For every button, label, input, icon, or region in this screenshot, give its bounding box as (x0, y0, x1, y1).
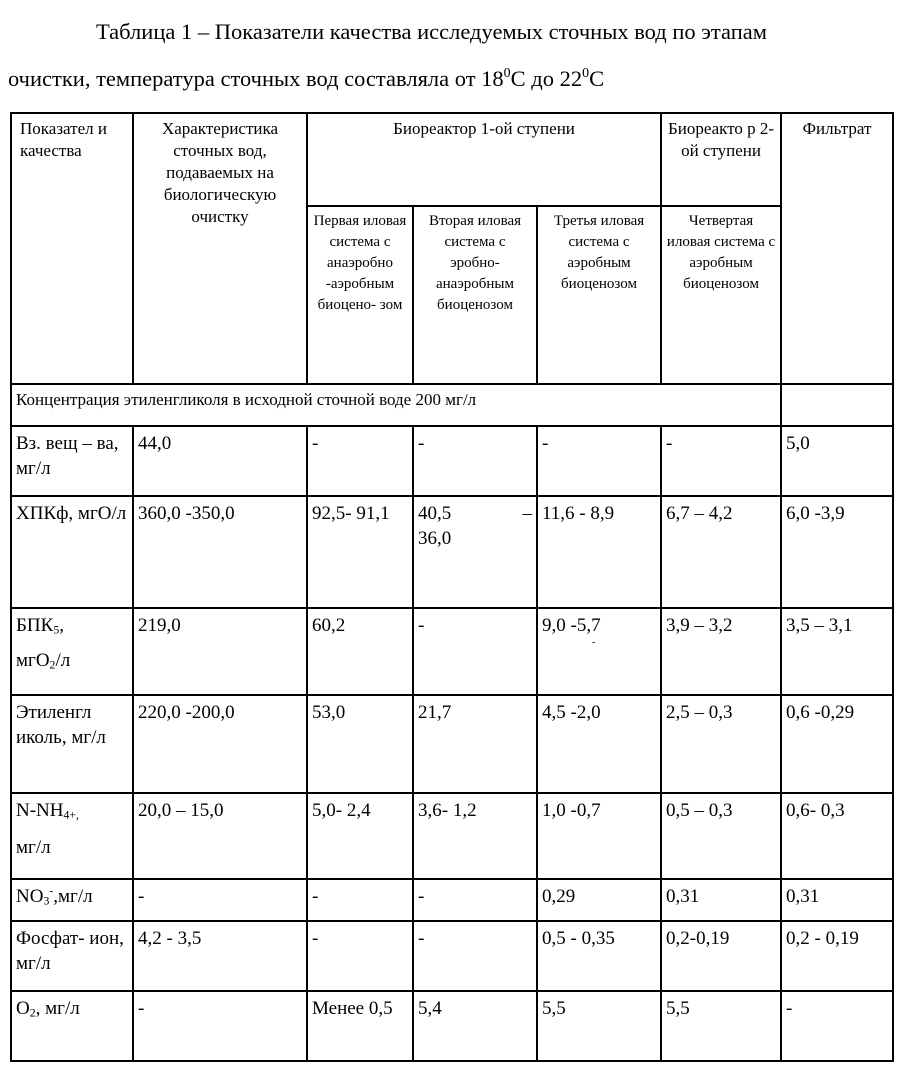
header-system-2: Вторая иловая система с эробно- анаэробным биоценозом (413, 206, 537, 384)
header-bioreactor-1: Биореактор 1-ой ступени (307, 113, 661, 206)
header-bioreactor-2: Биореакто р 2-ой ступени (661, 113, 781, 206)
table-cell: 5,4 (413, 991, 537, 1061)
table-cell: - (413, 426, 537, 496)
table-cell: 3,5 – 3,1 (781, 608, 893, 695)
table-row (11, 496, 893, 608)
table-cell: - (307, 426, 413, 496)
table-cell: 0,2 - 0,19 (781, 921, 893, 991)
row-label: Этиленгл иколь, мг/л (11, 695, 133, 793)
row-label: $O_2$, мг/л (11, 991, 133, 1061)
table-row (11, 695, 893, 793)
table-cell: 6,0 -3,9 (781, 496, 893, 608)
table-cell: 1,0 -0,7 (537, 793, 661, 879)
row-label: Фосфат- ион, мг/л (11, 921, 133, 991)
table-cell: 4,5 -2,0 (537, 695, 661, 793)
table-cell: 0,31 (781, 879, 893, 921)
table-cell: - (413, 879, 537, 921)
header-system-4: Четвертая иловая система с аэробным биоценозом (661, 206, 781, 384)
row-label: $БПК_5$, мгО$_2$/л (11, 608, 133, 695)
row-label: Вз. вещ – ва, мг/л (11, 426, 133, 496)
quality-table (10, 112, 894, 1062)
table-caption (8, 8, 898, 102)
table-cell: 5,5 (537, 991, 661, 1061)
table-cell: - (537, 426, 661, 496)
table-cell: 0,5 - 0,35 (537, 921, 661, 991)
table-cell: - (413, 608, 537, 695)
table-cell: - (413, 921, 537, 991)
table-row (11, 426, 893, 496)
header-system-3: Третья иловая система с аэробным биоценозом (537, 206, 661, 384)
table-cell: 9,0 -5,7 - (537, 608, 661, 695)
table-cell: 2,5 – 0,3 (661, 695, 781, 793)
table-cell: 0,2-0,19 (661, 921, 781, 991)
table-cell: 220,0 -200,0 (133, 695, 307, 793)
table-cell: 92,5- 91,1 (307, 496, 413, 608)
table-cell: - (133, 991, 307, 1061)
caption-line-2: очистки, температура сточных вод составляла от $18^0С$ до $22^0С$ (8, 65, 605, 91)
table-cell: 5,0- 2,4 (307, 793, 413, 879)
table-cell: 11,6 - 8,9 (537, 496, 661, 608)
table-cell: 5,5 (661, 991, 781, 1061)
empty-cell (781, 384, 893, 426)
table-cell: 0,6 -0,29 (781, 695, 893, 793)
table-cell: - (781, 991, 893, 1061)
caption-line-1: Таблица 1 – Показатели качества исследуемых сточных вод по этапам (96, 19, 767, 44)
table-cell: 219,0 (133, 608, 307, 695)
row-label: ХПКф, мгО/л (11, 496, 133, 608)
table-cell: 0,29 (537, 879, 661, 921)
row-label: $NO_3^-,мг/л$ (11, 879, 133, 921)
table-cell: 44,0 (133, 426, 307, 496)
header-filtrate: Фильтрат (781, 113, 893, 384)
table-cell: 0,5 – 0,3 (661, 793, 781, 879)
header-system-1: Первая иловая система с анаэробно -аэробным биоцено- зом (307, 206, 413, 384)
concentration-note: Концентрация этиленгликоля в исходной сточной воде 200 мг/л (11, 384, 781, 426)
table-cell: - (307, 879, 413, 921)
table-cell: Менее 0,5 (307, 991, 413, 1061)
row-label: $N-NH_{4+,}$ мг/л (11, 793, 133, 879)
table-row (11, 879, 893, 921)
table-cell: - (307, 921, 413, 991)
table-cell: 360,0 -350,0 (133, 496, 307, 608)
table-row (11, 991, 893, 1061)
table-row (11, 921, 893, 991)
table-cell: 60,2 (307, 608, 413, 695)
table-cell: 53,0 (307, 695, 413, 793)
table-cell: 21,7 (413, 695, 537, 793)
table-cell: 5,0 (781, 426, 893, 496)
header-characteristic: Характеристика сточных вод, подаваемых на биологическую очистку (133, 113, 307, 384)
table-cell: 0,31 (661, 879, 781, 921)
table-cell: 6,7 – 4,2 (661, 496, 781, 608)
table-cell: 3,9 – 3,2 (661, 608, 781, 695)
table-cell: 40,5 – 36,0 (413, 496, 537, 608)
header-indicator: Показател и качества (11, 113, 133, 384)
table-cell: - (133, 879, 307, 921)
table-cell: 3,6- 1,2 (413, 793, 537, 879)
table-row (11, 608, 893, 695)
table-cell: 4,2 - 3,5 (133, 921, 307, 991)
table-cell: 0,6- 0,3 (781, 793, 893, 879)
table-cell: - (661, 426, 781, 496)
table-row (11, 793, 893, 879)
table-cell: 20,0 – 15,0 (133, 793, 307, 879)
